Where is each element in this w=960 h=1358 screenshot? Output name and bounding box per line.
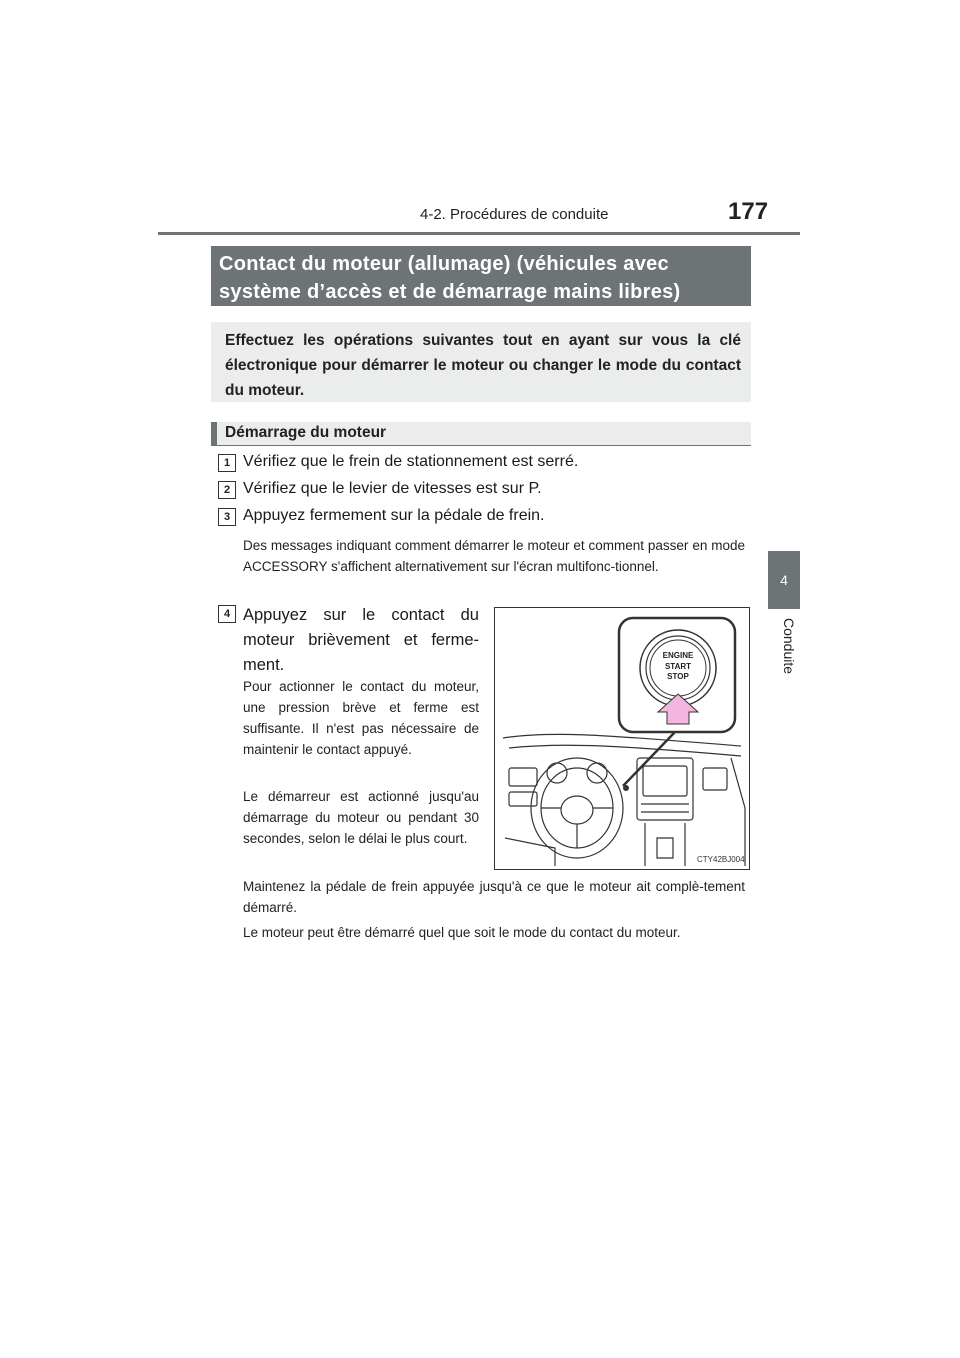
page-title (211, 246, 751, 306)
button-label-engine: ENGINE (662, 651, 694, 660)
subheading: Démarrage du moteur (225, 424, 387, 441)
button-label-start: START (664, 662, 692, 671)
step-number: 4 (218, 605, 236, 623)
chapter-tab[interactable]: 4 (768, 551, 800, 609)
step-number: 1 (218, 454, 236, 472)
subheading-rule (211, 445, 751, 446)
chapter-label: Conduite (781, 618, 797, 675)
step-note: Des messages indiquant comment démarrer le moteur et comment passer en mode ACCESSORY s'affichent alternativement sur l'écran multifonc-tionnel. (243, 538, 745, 574)
step-note: Le démarreur est actionné jusqu'au démarrage du moteur ou pendant 30 secondes, selon le délai le plus court. (243, 789, 479, 846)
page-title-line2: système d’accès et de démarrage mains libres) (219, 281, 681, 303)
dashboard-illustration (494, 607, 750, 870)
figure-code: CTY42BJ004 (697, 855, 745, 864)
step-text: Vérifiez que le levier de vitesses est sur P. (243, 480, 542, 497)
step-text: Appuyez fermement sur la pédale de frein. (243, 507, 545, 524)
step-note: Le moteur peut être démarré quel que soit le mode du contact du moteur. (243, 925, 681, 940)
section-heading: 4-2. Procédures de conduite (420, 206, 609, 223)
step-note: Maintenez la pédale de frein appuyée jusqu'à ce que le moteur ait complè-tement démarré. (243, 879, 745, 915)
subheading-accent (211, 422, 217, 446)
page-number: 177 (728, 198, 769, 225)
step-note: Pour actionner le contact du moteur, une pression brève et ferme est suffisante. Il n'est pas nécessaire de maintenir le contact appuyé. (243, 679, 479, 757)
dashboard-drawing (495, 608, 749, 869)
step-text: Vérifiez que le frein de stationnement est serré. (243, 453, 579, 470)
button-label-stop: STOP (667, 672, 689, 681)
header-rule (158, 232, 800, 235)
intro-text: Effectuez les opérations suivantes tout en ayant sur vous la clé électronique pour démarrer le moteur ou changer le mode du contact du moteur. (211, 322, 751, 402)
push-arrow-icon (658, 694, 698, 724)
step-number: 2 (218, 481, 236, 499)
step-text: Appuyez sur le contact du moteur brièvement et ferme-ment. (243, 606, 479, 674)
step-number: 3 (218, 508, 236, 526)
page-title-line1: Contact du moteur (allumage) (véhicules avec (219, 253, 669, 275)
